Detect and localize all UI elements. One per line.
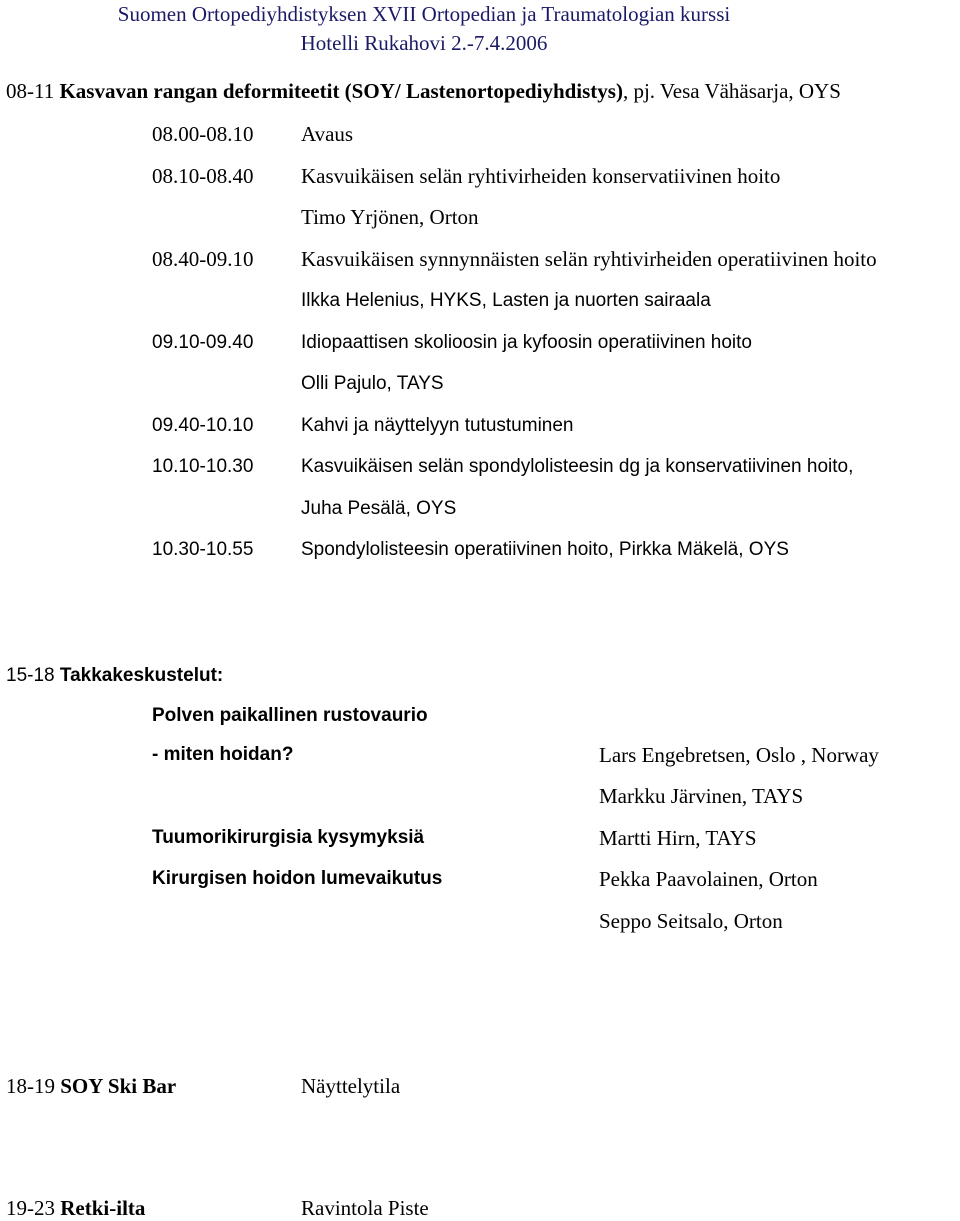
item-text: Kasvuikäisen selän ryhtivirheiden konservatiivinen hoito <box>301 164 781 188</box>
session1-title: Kasvavan rangan deformiteetit (SOY/ Lastenortopediyhdistys) <box>59 79 623 103</box>
speaker: Martti Hirn, TAYS <box>599 826 757 850</box>
item-text: Avaus <box>301 122 354 146</box>
speaker: Seppo Seitsalo, Orton <box>599 909 783 933</box>
session4-title: Retki-ilta <box>60 1196 146 1220</box>
item-speaker: Ilkka Helenius, HYKS, Lasten ja nuorten sairaala <box>301 290 711 311</box>
header-title: Suomen Ortopediyhdistyksen XVII Ortopedian ja Traumatologian kurssi <box>117 2 731 26</box>
item-time: 09.40-10.10 <box>152 415 254 436</box>
item-time: 08.10-08.40 <box>152 164 254 188</box>
item-speaker: Olli Pajulo, TAYS <box>301 373 444 394</box>
session3-heading <box>6 1076 176 1097</box>
session3-time: 18-19 <box>6 1074 55 1098</box>
item-text: Kasvuikäisen selän spondylolisteesin dg ja konservatiivinen hoito, <box>301 456 854 477</box>
item-text: Kahvi ja näyttelyyn tutustuminen <box>301 415 574 436</box>
item-speaker: Timo Yrjönen, Orton <box>301 205 479 229</box>
session4-heading <box>6 1198 145 1219</box>
topic: Kirurgisen hoidon lumevaikutus <box>152 868 443 889</box>
item-time: 10.30-10.55 <box>152 539 254 560</box>
item-time: 08.40-09.10 <box>152 247 254 271</box>
session3-title: SOY Ski Bar <box>60 1074 177 1098</box>
header-venue: Hotelli Rukahovi 2.-7.4.2006 <box>300 31 548 55</box>
topic: Polven paikallinen rustovaurio <box>152 705 428 726</box>
session1-time: 08-11 <box>6 79 55 103</box>
item-text: Spondylolisteesin operatiivinen hoito, Pirkka Mäkelä, OYS <box>301 539 789 560</box>
session3-place: Näyttelytila <box>301 1074 401 1098</box>
session4-place: Ravintola Piste <box>301 1196 429 1220</box>
item-speaker: Juha Pesälä, OYS <box>301 498 457 519</box>
topic: Tuumorikirurgisia kysymyksiä <box>152 827 425 848</box>
session4-time: 19-23 <box>6 1196 55 1220</box>
speaker: Markku Järvinen, TAYS <box>599 784 804 808</box>
session2-title: Takkakeskustelut: <box>59 665 224 686</box>
item-time: 08.00-08.10 <box>152 122 254 146</box>
session2-heading <box>6 666 223 685</box>
item-time: 10.10-10.30 <box>152 456 254 477</box>
item-time: 09.10-09.40 <box>152 332 254 353</box>
session1-chair: , pj. Vesa Vähäsarja, OYS <box>622 79 841 103</box>
topic: - miten hoidan? <box>152 744 294 765</box>
session2-time: 15-18 <box>6 665 55 686</box>
item-text: Idiopaattisen skolioosin ja kyfoosin operatiivinen hoito <box>301 332 752 353</box>
item-text: Kasvuikäisen synnynnäisten selän ryhtivirheiden operatiivinen hoito <box>301 247 877 271</box>
speaker: Lars Engebretsen, Oslo , Norway <box>599 743 879 767</box>
speaker: Pekka Paavolainen, Orton <box>599 867 818 891</box>
session1-heading <box>6 81 841 102</box>
